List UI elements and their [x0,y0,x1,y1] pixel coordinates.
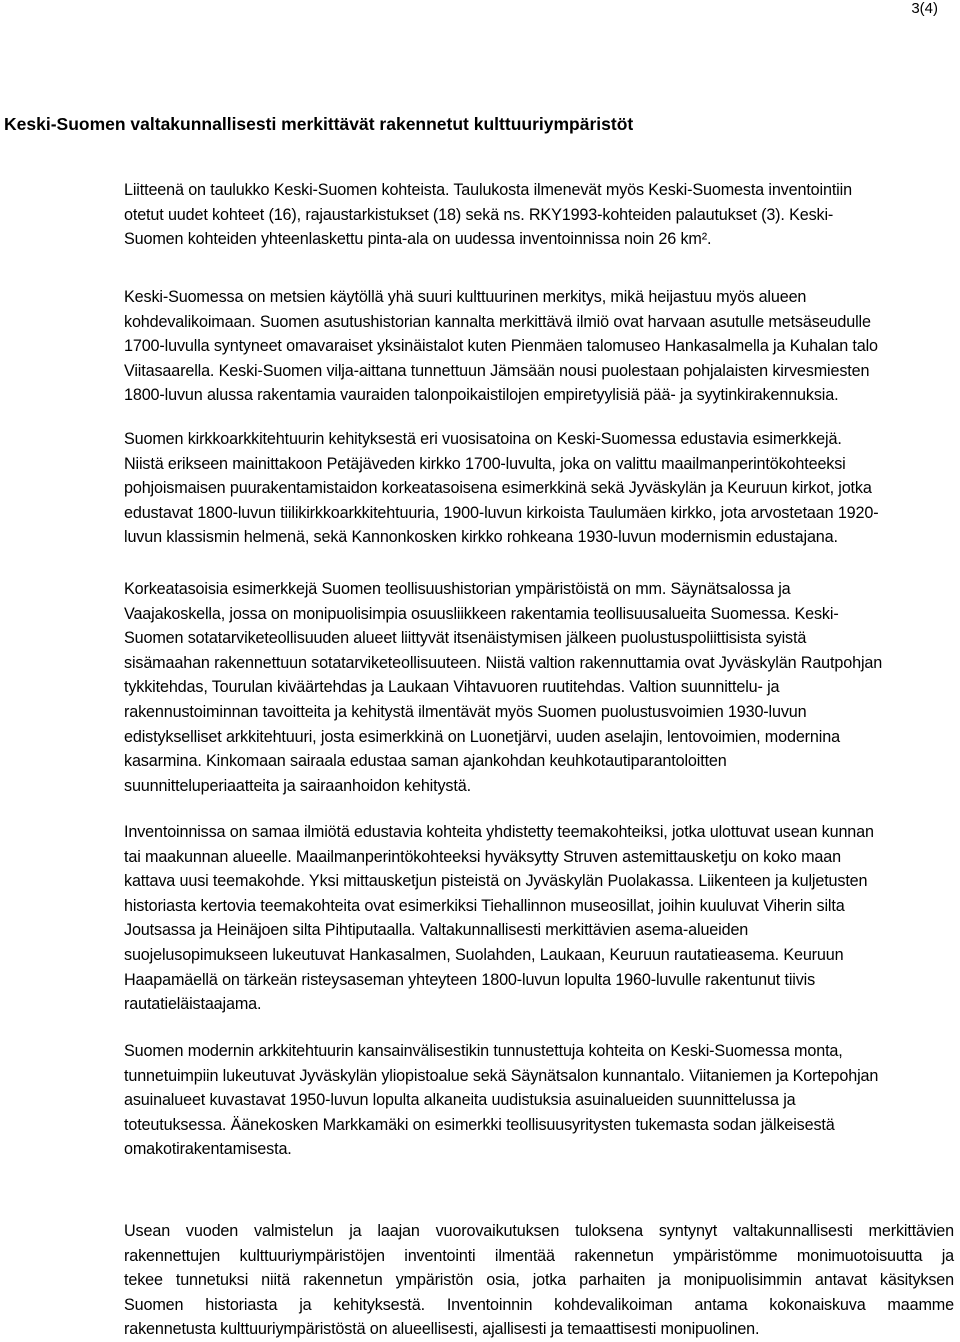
text-line: Inventoinnissa on samaa ilmiötä edustavia kohteita yhdistetty teemakohteiksi, jotka ulottuvat usean kunnan [124,823,874,841]
text-line: Usean vuoden valmistelun ja laajan vuorovaikutuksen tuloksena syntynyt valtakunnallisesti merkittävien [124,1222,954,1240]
text-line: rakennettujen kulttuuriympäristöjen inventointi ilmentää rakennetun ympäristömme monimuotoisuutta ja [124,1246,954,1265]
text-line: otetut uudet kohteet (16), rajaustarkistukset (18) sekä ns. RKY1993-kohteiden palautukset (3). Keski- [124,205,834,224]
paragraph [124,427,954,550]
text-line: Keski-Suomessa on metsien käytöllä yhä suuri kulttuurinen merkitys, mikä heijastuu myös alueen [124,288,807,306]
text-line: luvun klassismin helmenä, sekä Kannonkosken kirkko rohkeana 1930-luvun modernismin edustajana. [124,528,838,547]
text-line: 1700-luvulla syntyneet omavaraiset yksinäistalot kuten Pienmäen talomuseo Hankasalmella ja Kuhalan talo [124,337,878,356]
paragraph [124,1219,954,1342]
text-line: kasarmina. Kinkomaan sairaala edustaa saman ajankohdan keuhkotautiparantoloitten [124,752,727,771]
paragraph [124,577,954,798]
paragraph [124,285,954,408]
text-line: Haapamäellä on tärkeän risteysaseman yhteyteen 1800-luvun lopulta 1960-luvulle rakentunut tiivis [124,970,816,989]
paragraph [124,1039,954,1162]
text-line: suunnitteluperiaatteita ja sairaanhoidon kehitystä. [124,776,471,795]
text-line: toteutuksessa. Äänekosken Markkamäki on esimerkki teollisuusyritysten tukemasta sodan jälkeisestä [124,1115,835,1134]
text-line: kattava uusi teemakohde. Yksi mittausketjun pisteistä on Jyväskylän Puolakassa. Liikenteen ja kuljetusten [124,872,868,891]
text-line: Suomen historiasta ja kehityksestä. Inventoinnin kohdevalikoiman antama kokonaiskuva maamme [124,1295,954,1314]
text-line: kohdevalikoimaan. Suomen asutushistorian kannalta merkittävä ilmiö ovat harvaan asutulle metsäseudulle [124,312,871,331]
text-line: Joutsassa ja Heinäjoen silta Pihtiputaalla. Valtakunnallisesti merkittävien asema-alueiden [124,921,749,940]
text-line: tekee tunnetuksi niitä rakennetun ympäristön osia, jotka parhaiten ja monipuolisimmin antavat käsityksen [124,1271,954,1290]
text-line: rakennetusta kulttuuriympäristöstä on alueellisesti, ajallisesti ja temaattisesti monipuolinen. [124,1320,760,1339]
text-line: edustavat 1800-luvun tiilikirkkoarkkitehtuuria, 1900-luvun kirkoista Taulumäen kirkko, jota arvostetaan 1920- [124,503,879,522]
text-line: tai maakunnan alueelle. Maailmanperintökohteeksi hyväksytty Struven astemittausketju on koko maan [124,847,841,866]
document-title: Keski-Suomen valtakunnallisesti merkittävät rakennetut kulttuuriympäristöt [4,114,634,134]
text-line: Korkeatasoisia esimerkkejä Suomen teollisuushistorian ympäristöistä on mm. Säynätsalossa ja [124,580,791,598]
text-line: Vaajakoskella, jossa on monipuolisimpia osuusliikkeen rakentamia teollisuusalueita Suomessa. Keski- [124,604,839,623]
text-line: historiasta kertovia teemakohteita ovat esimerkiksi Tiehallinnon museosillat, joihin kuuluvat Viherin silta [124,896,845,915]
text-line: omakotirakentamisesta. [124,1140,292,1159]
text-line: suojelusopimukseen lukeutuvat Hankasalmen, Suolahden, Laukaan, Keuruun rautatieasema. Keuruun [124,945,844,964]
text-line: sisämaahan rakennettuun sotatarviketeollisuuteen. Niistä valtion rakennuttamia ovat Jyväskylän Rautpohjan [124,653,883,672]
text-line: rautatieläistaajama. [124,995,262,1014]
text-line: edistykselliset arkkitehtuuri, josta esimerkkinä on Luonetjärvi, uuden aselajin, lentovoimien, modernina [124,727,840,746]
text-line: tykkitehdas, Tourulan kiväärtehdas ja Laukaan Vihtavuoren ruutitehdas. Valtion suunnittelu- ja [124,678,780,697]
text-line: Suomen sotatarviketeollisuuden alueet liittyvät itsenäistymisen jälkeen puolustuspoliittisista syistä [124,629,807,648]
text-line: Suomen kirkkoarkkitehtuurin kehityksestä eri vuosisatoina on Keski-Suomessa edustavia esimerkkejä. [124,430,842,448]
paragraph [124,820,954,1017]
text-line: Viitasaarella. Keski-Suomen vilja-aittana tunnettuun Jämsään nousi puolestaan pohjalaisten kirvesmiesten [124,361,870,380]
text-line: tunnetuimpiin lukeutuvat Jyväskylän yliopistoalue sekä Säynätsalon kunnantalo. Viitaniemen ja Kortepohjan [124,1066,879,1085]
text-line: Niistä erikseen mainittakoon Petäjäveden kirkko 1700-luvulta, joka on valittu maailmanperintökohteeksi [124,454,846,473]
text-line: rakennustoiminnan tavoitteita ja kehitystä ilmentävät myös Suomen puolustusvoimien 1930-luvun [124,702,807,721]
text-line: pohjoismaisen puurakentamistaidon korkeatasoisena esimerkkinä sekä Jyväskylän ja Keuruun kirkot, jotka [124,479,872,498]
text-line: asuinalueet kuvastavat 1950-luvun lopulta alkaneita uudistuksia asuinalueiden suunnittelussa ja [124,1091,796,1110]
text-line: Liitteenä on taulukko Keski-Suomen kohteista. Taulukosta ilmenevät myös Keski-Suomesta inventointiin [124,181,852,199]
page-number: 3(4) [911,0,938,17]
text-line: Suomen modernin arkkitehtuurin kansainvälisestikin tunnustettuja kohteita on Keski-Suomessa monta, [124,1042,843,1060]
paragraph [124,178,954,252]
text-line: 1800-luvun alussa rakentamia vauraiden talonpoikaistilojen empiretyylisiä pää- ja syytinkirakennuksia. [124,386,839,405]
text-line: Suomen kohteiden yhteenlaskettu pinta-ala on uudessa inventoinnissa noin 26 km². [124,230,712,249]
